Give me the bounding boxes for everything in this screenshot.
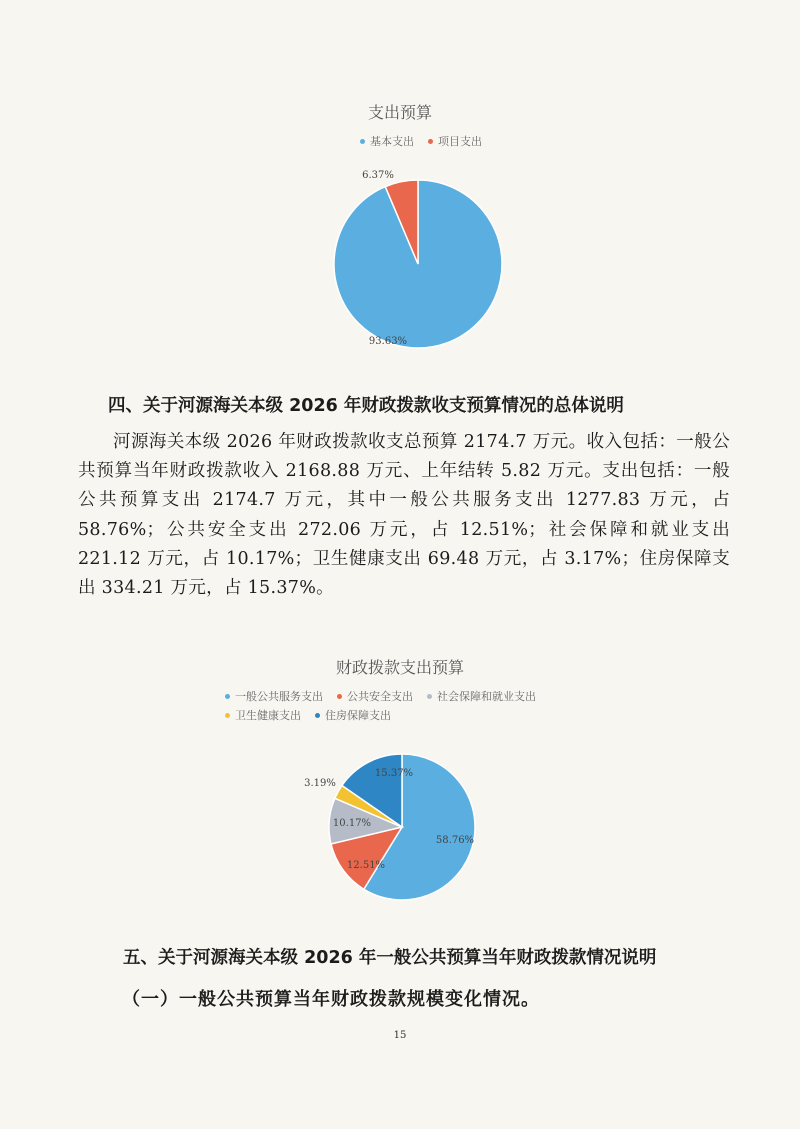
page-number: 15 — [393, 1030, 407, 1041]
pie-slice-label: 6.37% — [362, 170, 394, 181]
chart2-legend-item: 公共安全支出 — [337, 688, 413, 704]
chart2-title: 财政拨款支出预算 — [335, 658, 464, 677]
pie-slice-label: 3.19% — [304, 778, 336, 789]
section5-heading: 五、关于河源海关本级 2026 年一般公共预算当年财政拨款情况说明 — [123, 948, 657, 968]
section4-heading: 四、关于河源海关本级 2026 年财政拨款收支预算情况的总体说明 — [108, 396, 624, 416]
chart1-legend-item: 项目支出 — [428, 133, 482, 149]
section5-subheading: （一）一般公共预算当年财政拨款规模变化情况。 — [122, 989, 540, 1010]
pie-slice-label: 15.37% — [374, 768, 414, 779]
chart1-title: 支出预算 — [367, 103, 432, 122]
pie-slice-label: 93.63% — [368, 336, 408, 347]
pie-slice-label: 10.17% — [332, 818, 372, 829]
chart2-legend-item: 社会保障和就业支出 — [427, 688, 536, 704]
chart2-legend-item: 一般公共服务支出 — [225, 688, 323, 704]
pie-slice-label: 12.51% — [346, 860, 386, 871]
pie-slice-label: 58.76% — [435, 835, 475, 846]
chart2-legend-item: 住房保障支出 — [315, 707, 391, 723]
chart1-legend-item: 基本支出 — [360, 133, 414, 149]
chart2-legend-item: 卫生健康支出 — [225, 707, 301, 723]
section4-paragraph: 河源海关本级 2026 年财政拨款收支总预算 2174.7 万元。收入包括：一般公共预算当年财政拨款收入 2168.88 万元、上年结转 5.82 万元。支出包括：一般公共预算支出 2174.7 万元，其中一般公共服务支出 1277.83 万元，占 58.76%；公共安全支出 272.06 万元，占 12.51%；社会保障和就业支出 221.12 万元，占 10.17%；卫生健康支出 69.48 万元，占 3.17%；住房保障支出 334.21 万元，占 15.37%。 — [78, 432, 730, 599]
